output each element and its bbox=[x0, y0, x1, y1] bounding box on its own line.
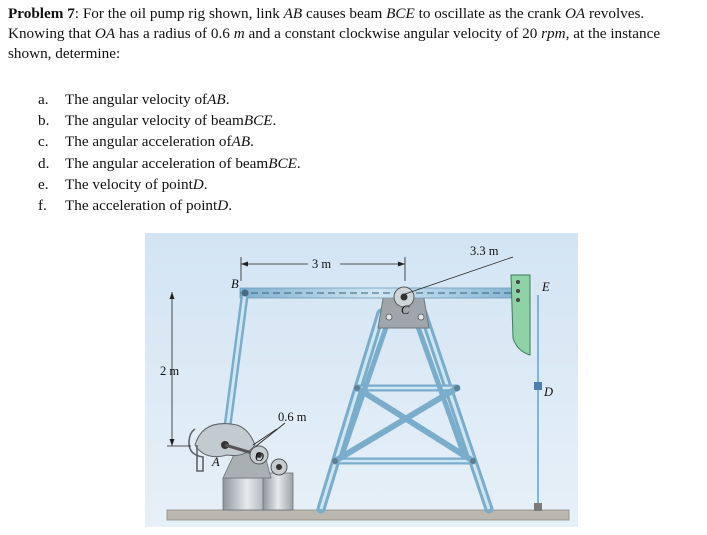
math-oa: OA bbox=[564, 5, 586, 22]
beam-bce bbox=[240, 288, 530, 298]
list-text: The angular acceleration of beam bbox=[65, 154, 269, 172]
list-end: . bbox=[225, 91, 230, 108]
list-end: . bbox=[296, 154, 301, 172]
question-list bbox=[38, 89, 301, 216]
list-text: The angular velocity of bbox=[65, 91, 208, 108]
list-marker: e. bbox=[38, 175, 49, 193]
text-run: , at the instance shown, determine: bbox=[8, 25, 661, 62]
math-symbol: BCE bbox=[268, 154, 297, 172]
wellhead bbox=[534, 503, 542, 511]
pump-rig-drawing bbox=[145, 233, 578, 527]
list-end: . bbox=[203, 175, 208, 193]
label-c: C bbox=[401, 303, 410, 317]
dim-label-3m: 3 m bbox=[312, 257, 332, 271]
list-text: The velocity of point bbox=[65, 175, 193, 193]
pump-rig-figure bbox=[145, 233, 578, 527]
math-ab: AB bbox=[283, 5, 303, 22]
label-a: A bbox=[212, 455, 220, 469]
text-run: to oscillate as the crank bbox=[414, 5, 565, 22]
label-o: O bbox=[255, 450, 265, 464]
list-text: The angular acceleration of bbox=[65, 133, 232, 151]
text-run: 20 bbox=[522, 25, 542, 42]
bolt bbox=[386, 314, 392, 320]
list-marker: d. bbox=[38, 154, 50, 172]
math-symbol: AB bbox=[207, 91, 226, 108]
list-end: . bbox=[228, 197, 232, 215]
list-end: . bbox=[250, 133, 254, 151]
list-end: . bbox=[272, 112, 277, 130]
math-symbol: D bbox=[217, 197, 229, 215]
bolt bbox=[516, 280, 520, 284]
list-item bbox=[38, 89, 301, 110]
list-marker: f. bbox=[38, 197, 47, 215]
list-marker: a. bbox=[38, 91, 49, 108]
bolt bbox=[516, 289, 520, 293]
ground-base bbox=[167, 510, 569, 520]
dim-label-0-6m: 0.6 m bbox=[278, 410, 307, 424]
dim-label-2m: 2 m bbox=[160, 364, 180, 378]
problem-statement bbox=[8, 4, 698, 64]
dim-label-3-3m: 3.3 m bbox=[470, 244, 499, 258]
math-symbol: BCE bbox=[243, 112, 273, 130]
problem-heading: Problem 7 bbox=[8, 5, 75, 22]
text-run: and a constant clockwise angular velocity of bbox=[244, 25, 523, 42]
list-item bbox=[38, 110, 301, 131]
text-run: : For the oil pump rig shown, link bbox=[74, 5, 284, 22]
text-run: has a radius of 0.6 bbox=[115, 25, 234, 42]
math-symbol: D bbox=[192, 175, 204, 193]
math-symbol: AB bbox=[231, 133, 251, 151]
label-d: D bbox=[544, 385, 554, 399]
list-item bbox=[38, 174, 301, 195]
list-item bbox=[38, 131, 301, 152]
math-unit: m bbox=[233, 25, 245, 42]
list-marker: b. bbox=[38, 112, 50, 130]
list-text: The acceleration of point bbox=[65, 197, 218, 215]
pivot-c-pin bbox=[401, 294, 408, 301]
label-e: E bbox=[542, 280, 550, 294]
bolt bbox=[516, 298, 520, 302]
pulley-pin bbox=[276, 464, 282, 470]
list-item bbox=[38, 153, 301, 174]
label-b: B bbox=[231, 277, 239, 291]
list-text: The angular velocity of beam bbox=[65, 112, 244, 130]
bolt bbox=[418, 314, 424, 320]
text-run: causes beam bbox=[302, 5, 387, 22]
text-run: revolves. Knowing that bbox=[8, 5, 645, 42]
math-bce: BCE bbox=[386, 5, 415, 22]
math-oa: OA bbox=[94, 25, 116, 42]
list-item bbox=[38, 195, 301, 216]
joint-b bbox=[242, 290, 249, 297]
list-marker: c. bbox=[38, 133, 49, 151]
point-d-clamp bbox=[534, 382, 542, 390]
math-unit: rpm bbox=[541, 25, 566, 42]
